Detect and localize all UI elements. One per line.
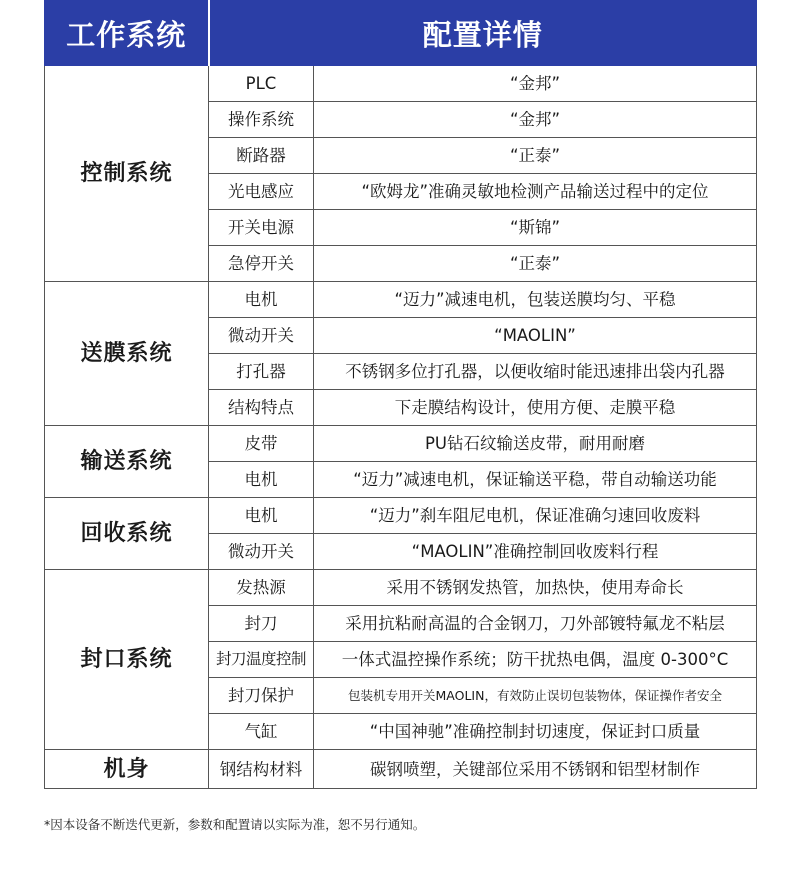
item-cell: 微动开关 (209, 534, 314, 570)
table-row (45, 66, 757, 102)
item-cell: 封刀 (209, 606, 314, 642)
item-cell: 皮带 (209, 426, 314, 462)
item-cell: 电机 (209, 462, 314, 498)
item-cell: 封刀温度控制 (209, 642, 314, 678)
item-cell: 结构特点 (209, 390, 314, 426)
detail-cell: “斯锦” (314, 210, 757, 246)
group-recycle: 回收系统 (45, 498, 209, 570)
group-conveyor: 输送系统 (45, 426, 209, 498)
detail-cell: “迈力”减速电机，保证输送平稳，带自动输送功能 (314, 462, 757, 498)
group-film: 送膜系统 (45, 282, 209, 426)
detail-cell: 一体式温控操作系统；防干扰热电偶，温度 0-300°C (314, 642, 757, 678)
item-cell: PLC (209, 66, 314, 102)
item-cell: 封刀保护 (209, 678, 314, 714)
spec-table (44, 0, 757, 789)
item-cell: 钢结构材料 (209, 750, 314, 789)
detail-cell: “金邦” (314, 102, 757, 138)
header-details: 配置详情 (209, 1, 757, 66)
footnote: *因本设备不断迭代更新，参数和配置请以实际为准，恕不另行通知。 (44, 817, 426, 832)
item-cell: 开关电源 (209, 210, 314, 246)
detail-cell: 不锈钢多位打孔器，以便收缩时能迅速排出袋内孔器 (314, 354, 757, 390)
detail-cell: “正泰” (314, 138, 757, 174)
detail-cell: “迈力”刹车阻尼电机，保证准确匀速回收废料 (314, 498, 757, 534)
detail-cell: 碳钢喷塑，关键部位采用不锈钢和铝型材制作 (314, 750, 757, 789)
item-cell: 光电感应 (209, 174, 314, 210)
detail-cell: 包装机专用开关MAOLIN，有效防止误切包装物体，保证操作者安全 (314, 678, 757, 714)
item-cell: 打孔器 (209, 354, 314, 390)
table-row (45, 282, 757, 318)
item-cell: 电机 (209, 498, 314, 534)
detail-cell: 下走膜结构设计，使用方便、走膜平稳 (314, 390, 757, 426)
item-cell: 电机 (209, 282, 314, 318)
group-control: 控制系统 (45, 66, 209, 282)
item-cell: 急停开关 (209, 246, 314, 282)
detail-cell: “欧姆龙”准确灵敏地检测产品输送过程中的定位 (314, 174, 757, 210)
table-row (45, 426, 757, 462)
group-seal: 封口系统 (45, 570, 209, 750)
table-row (45, 750, 757, 789)
item-cell: 微动开关 (209, 318, 314, 354)
detail-cell: “正泰” (314, 246, 757, 282)
item-cell: 操作系统 (209, 102, 314, 138)
table-header-row (45, 1, 757, 66)
header-system: 工作系统 (45, 1, 209, 66)
detail-cell: “MAOLIN” (314, 318, 757, 354)
item-cell: 断路器 (209, 138, 314, 174)
table-row (45, 570, 757, 606)
detail-cell: “中国神驰”准确控制封切速度，保证封口质量 (314, 714, 757, 750)
detail-cell: PU钻石纹输送皮带，耐用耐磨 (314, 426, 757, 462)
detail-cell: “迈力”减速电机，包装送膜均匀、平稳 (314, 282, 757, 318)
detail-cell: “MAOLIN”准确控制回收废料行程 (314, 534, 757, 570)
table-row (45, 498, 757, 534)
item-cell: 发热源 (209, 570, 314, 606)
group-body: 机身 (45, 750, 209, 789)
detail-cell: “金邦” (314, 66, 757, 102)
item-cell: 气缸 (209, 714, 314, 750)
detail-cell: 采用抗粘耐高温的合金钢刀，刀外部镀特氟龙不粘层 (314, 606, 757, 642)
detail-cell: 采用不锈钢发热管，加热快，使用寿命长 (314, 570, 757, 606)
